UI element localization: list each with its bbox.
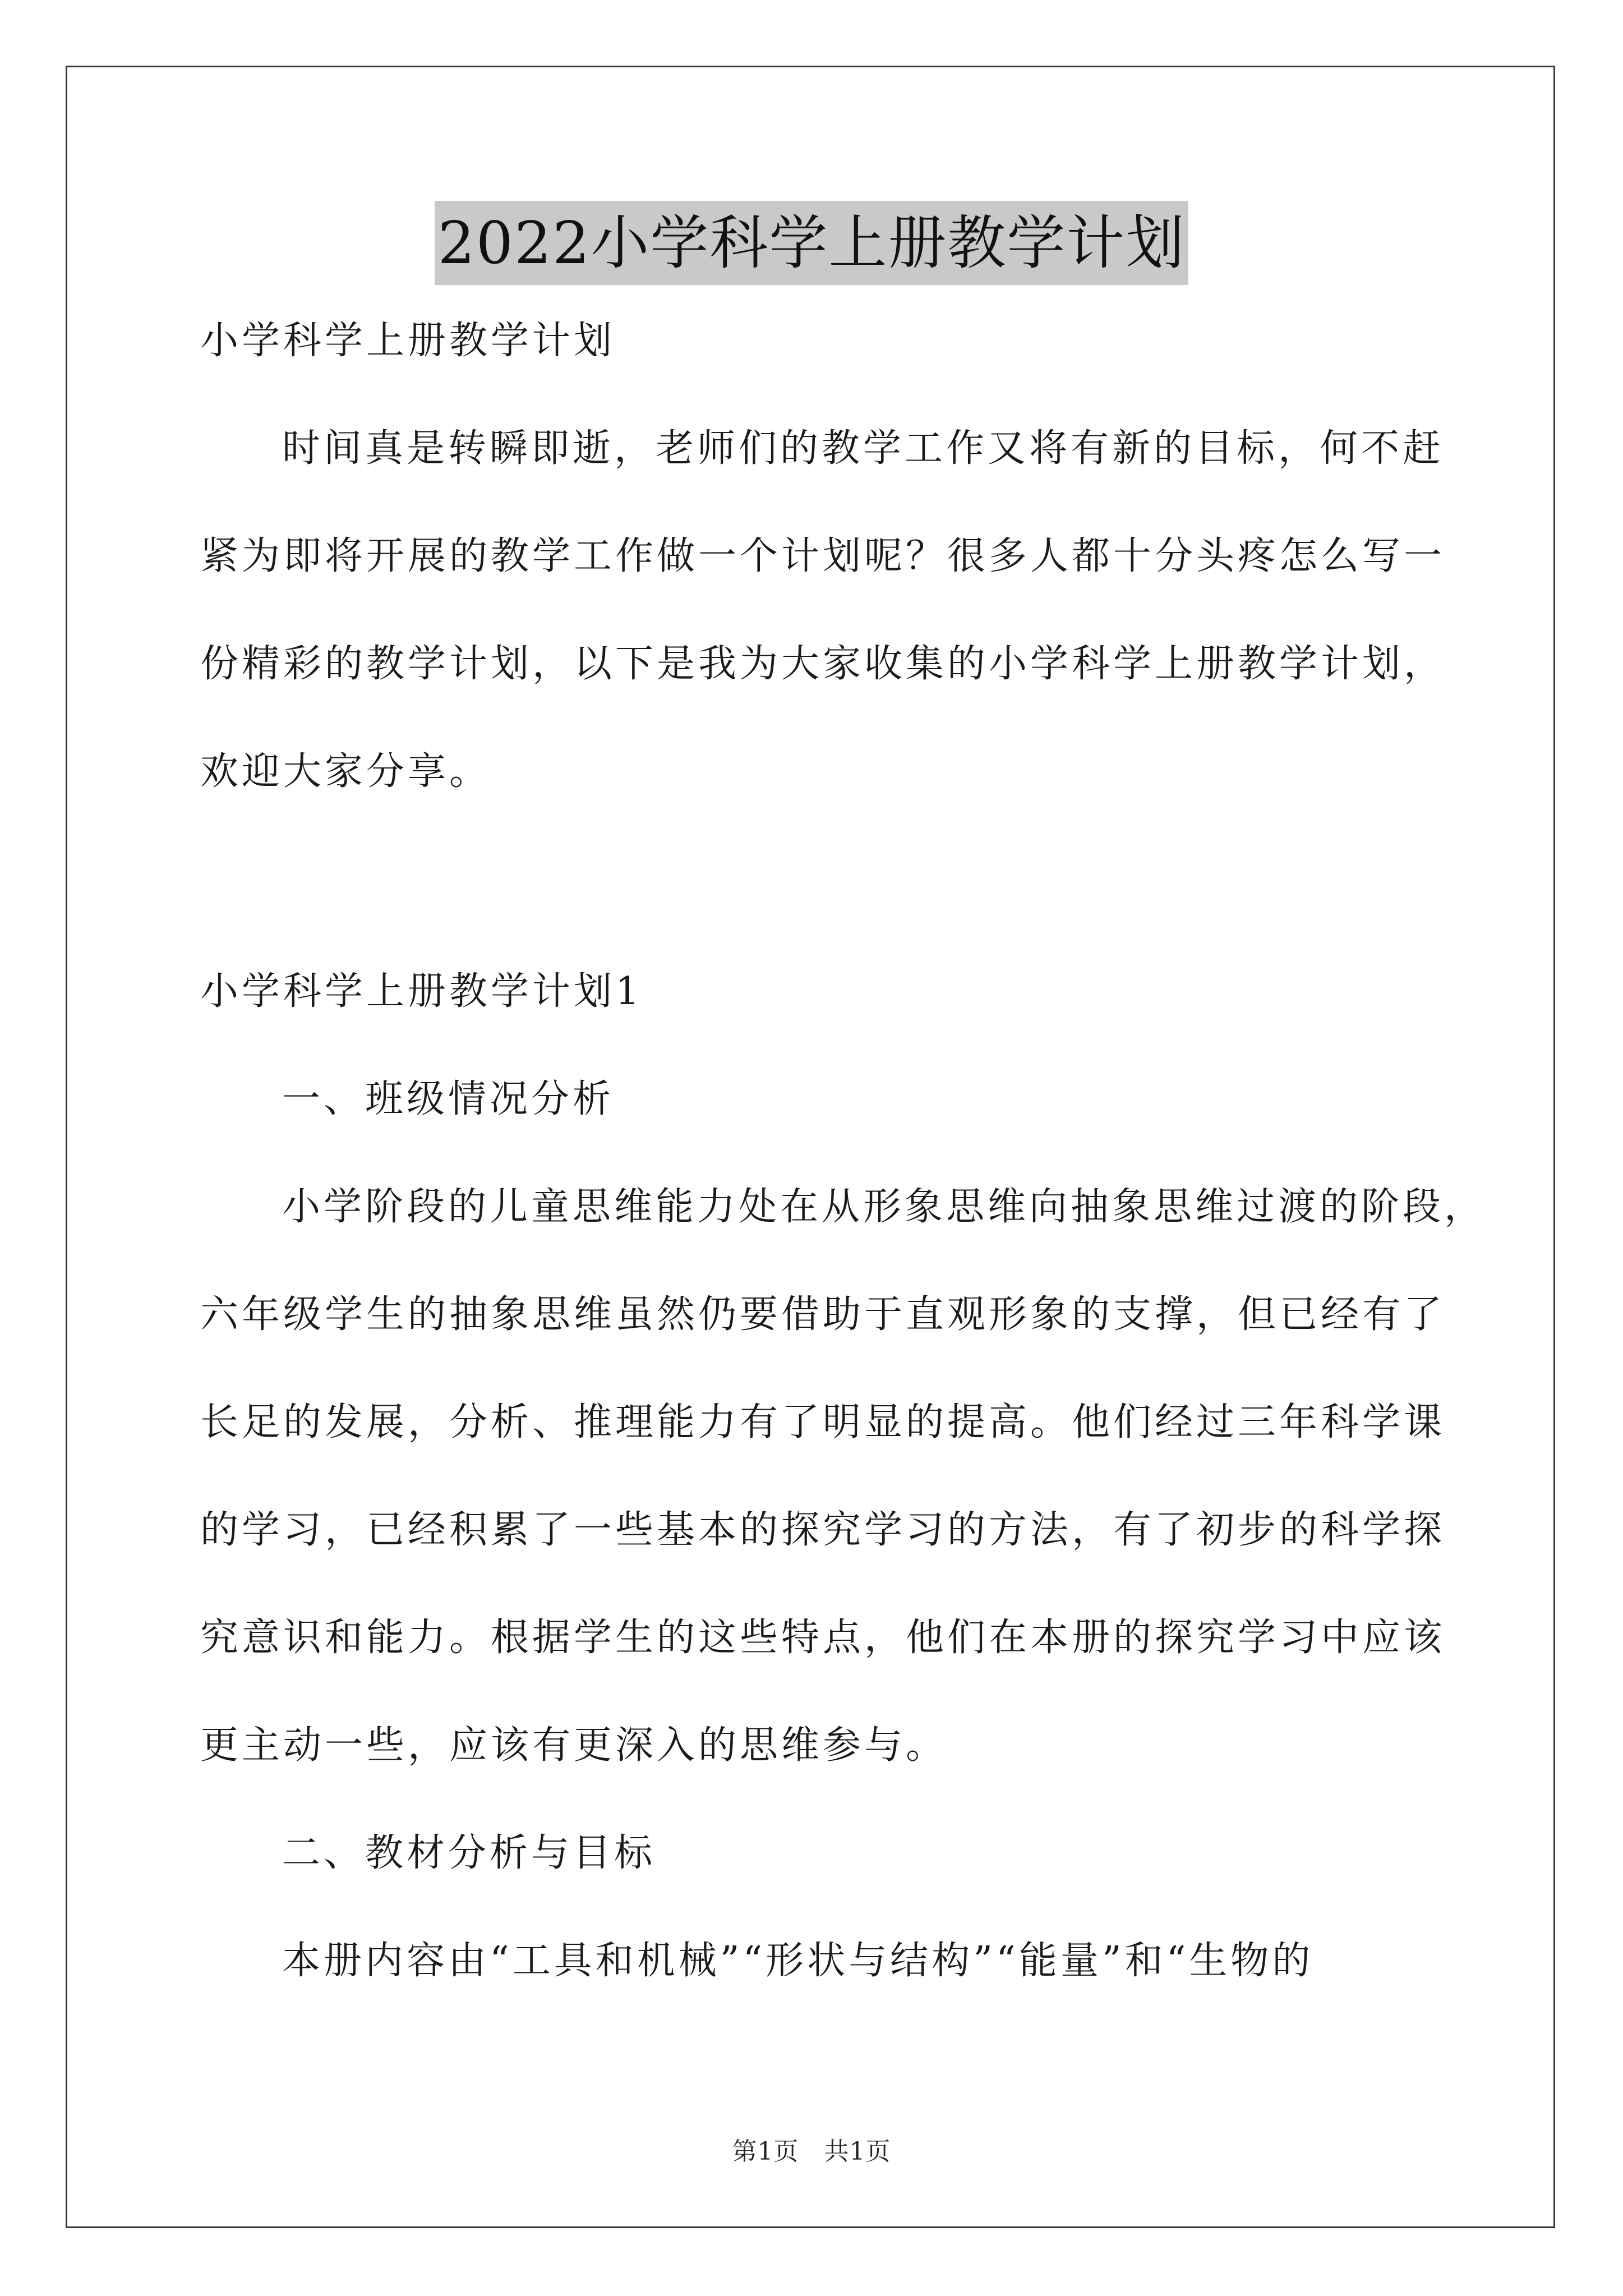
paragraph-line: 长足的发展，分析、推理能力有了明显的提高。他们经过三年科学课: [200, 1400, 1446, 1444]
document-title: 2022小学科学上册教学计划: [435, 201, 1189, 285]
title-container: [0, 201, 1623, 285]
paragraph-line: 究意识和能力。根据学生的这些特点，他们在本册的探究学习中应该: [200, 1616, 1446, 1660]
page-border: [66, 66, 1555, 2228]
paragraph-line: 紧为即将开展的教学工作做一个计划呢？很多人都十分头疼怎么写一: [200, 534, 1446, 578]
section-heading-intro: 小学科学上册教学计划: [200, 319, 616, 363]
paragraph-line: 的学习，已经积累了一些基本的探究学习的方法，有了初步的科学探: [200, 1508, 1446, 1552]
paragraph-line: 份精彩的教学计划，以下是我为大家收集的小学科学上册教学计划，: [200, 642, 1446, 686]
section-heading-plan-1: 小学科学上册教学计划1: [200, 969, 643, 1014]
paragraph-line: 时间真是转瞬即逝，老师们的教学工作又将有新的目标，何不赶: [282, 426, 1445, 471]
page-footer: 第1页 共1页: [732, 2137, 891, 2166]
paragraph-line: 小学阶段的儿童思维能力处在从形象思维向抽象思维过渡的阶段，: [282, 1185, 1486, 1229]
subheading-class-analysis: 一、班级情况分析: [282, 1077, 615, 1121]
paragraph-line: 欢迎大家分享。: [200, 749, 491, 794]
paragraph-line: 六年级学生的抽象思维虽然仍要借助于直观形象的支撑，但已经有了: [200, 1292, 1446, 1337]
paragraph-line: 本册内容由“工具和机械”“形状与结构”“能量”和“生物的: [282, 1939, 1314, 1983]
paragraph-line: 更主动一些，应该有更深入的思维参与。: [200, 1723, 948, 1768]
subheading-material-analysis: 二、教材分析与目标: [282, 1831, 656, 1875]
